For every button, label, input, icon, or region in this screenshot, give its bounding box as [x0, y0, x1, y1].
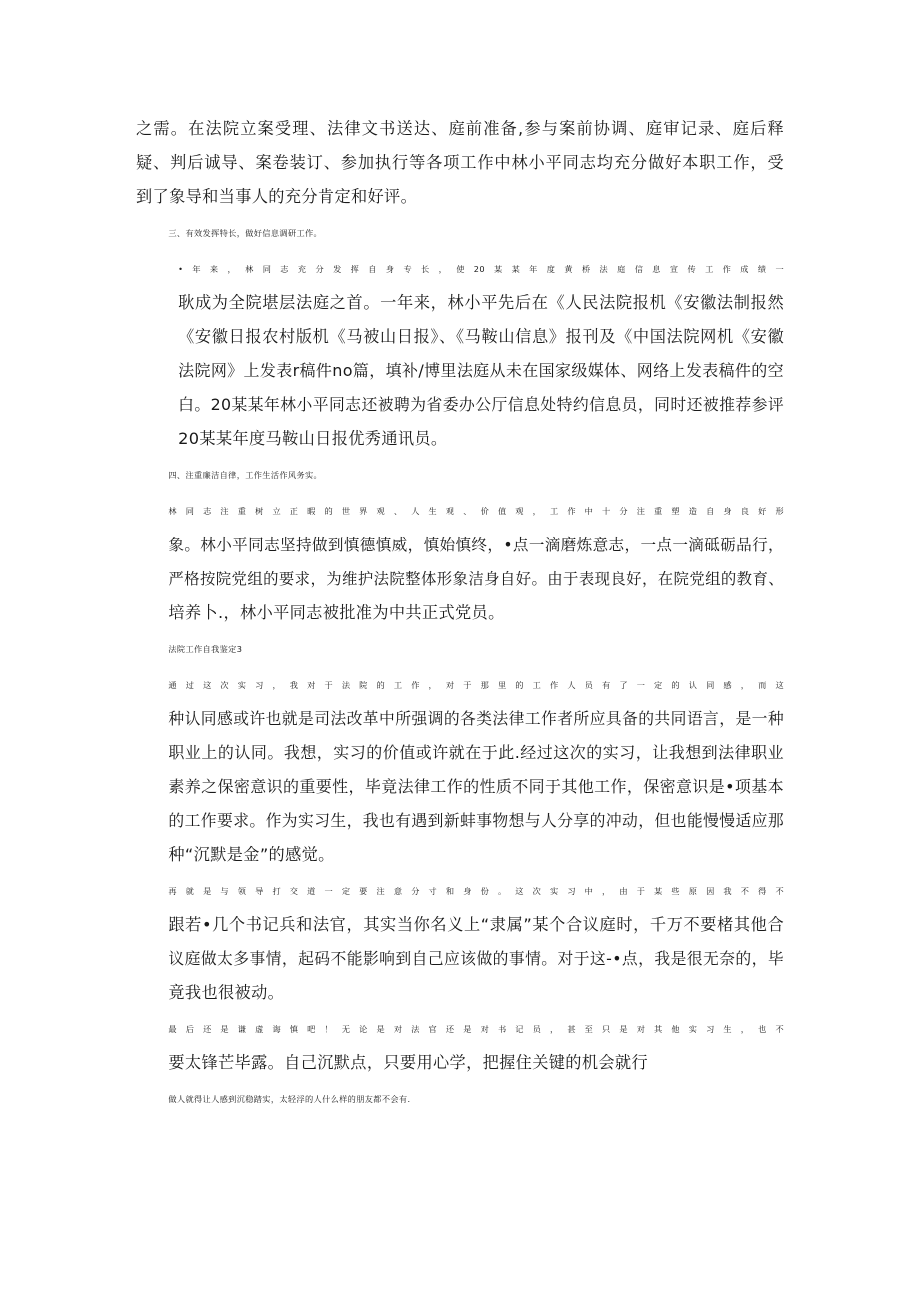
text-line: 三、有效发挥特长，做好信息调研工作。 [168, 228, 323, 238]
text-line: 的工作要求。作为实习生，我也有遇到新蚌事物想与人分享的冲动，但也能慢慢适应那 [168, 811, 784, 830]
text-line: 《安徽日报农村版机《马被山日报》、《马鞍山信息》报刊及《中国法院网机《安徽 [178, 327, 784, 346]
text-line: 白。20某某年林小平同志还被聘为省委办公厅信息处特约信息员，同时还被推荐参评 [178, 395, 784, 414]
text-line: 素养之保密意识的重要性，毕竟法律工作的性质不同于其他工作，保密意识是•项基本 [168, 777, 784, 796]
text-line: 法院网》上发表r稿件no篇，填补/博里法庭从未在国家级媒体、网络上发表稿件的空 [178, 361, 784, 380]
text-line: 最后还是谦虚诲慎吧！无论是对法官还是对书记员，甚至只是对其他实习生，也不 [168, 1024, 784, 1034]
text-line: 培养卜.，林小平同志被批准为中共正式党员。 [168, 603, 505, 622]
paragraph-p9 [136, 1012, 784, 1080]
text-line: 林同志注重树立正暇的世界观、人生观、价值观，工作中十分注重塑造自身良好形 [168, 506, 784, 516]
text-line: 法院工作自我鉴定3 [168, 644, 243, 654]
text-line: 种“沉默是金”的感觉。 [168, 845, 335, 864]
text-line: •年来，林同志充分发挥自身专长，使20某某年度黄桥法庭信息宣传工作成绩一 [178, 264, 784, 274]
text-line: 种认同感或许也就是司法改革中所强调的各类法律工作者所应具备的共同语言，是一种 [168, 709, 784, 728]
text-line: 做人就得让人感到沉稳踏实，太轻浮的人什么样的朋友都不会有. [168, 1094, 411, 1104]
paragraph-p5 [136, 494, 784, 630]
text-line: 象。林小平同志坚持做到慎德慎威，慎始慎终，•点一滴磨炼意志，一点一滴砥砺品行， [168, 536, 784, 554]
paragraph-p1 [136, 112, 784, 214]
paragraph-p3 [136, 252, 784, 456]
text-line: 疑、判后诚导、案卷装订、参加执行等各项工作中林小平同志均充分做好本职工作，受 [136, 153, 784, 172]
text-line: 到了象导和当事人的充分肯定和好评。 [136, 187, 418, 206]
paragraph-p6 [136, 632, 784, 666]
paragraph-p7 [136, 668, 784, 872]
paragraph-p10 [136, 1082, 784, 1116]
text-line: 通过这次实习，我对于法院的工作，对于那里的工作人员有了一定的认同感，而这 [168, 680, 784, 690]
document-body [136, 112, 784, 1118]
text-line: 20某某年度马鞍山日报优秀通讯员。 [178, 429, 448, 448]
text-line: 议庭做太多事情，起码不能影响到自己应该做的事情。对于这-•点，我是很无奈的，毕 [168, 949, 784, 968]
text-line: 职业上的认同。我想，实习的价值或许就在于此.经过这次的实习，让我想到法律职业 [168, 743, 784, 762]
text-line: 再就是与领导打交道一定要注意分寸和身份。这次实习中，由于某些原因我不得不 [168, 886, 784, 896]
paragraph-p8 [136, 874, 784, 1010]
text-line: 要太锋芒毕露。自己沉默点，只要用心学，把握住关键的机会就行 [168, 1053, 648, 1072]
text-line: 严格按院党组的要求，为维护法院整体形象洁身自好。由于表现良好，在院党组的教育、 [168, 570, 784, 588]
text-line: 四、注重廉洁自律，工作生活作风务实。 [168, 470, 323, 480]
paragraph-p4 [136, 458, 784, 492]
text-line: 跟若•几个书记兵和法官，其实当你名义上“隶属”某个合议庭时，千万不要楮其他合 [168, 915, 784, 934]
text-line: 竟我也很被动。 [168, 983, 285, 1002]
paragraph-p2 [136, 216, 784, 250]
text-line: 耿成为全院堪层法庭之首。一年来，林小平先后在《人民法院报机《安徽法制报然 [178, 293, 784, 312]
text-line: 之需。在法院立案受理、法律文书送达、庭前准备,参与案前协调、庭审记录、庭后释 [136, 119, 784, 138]
